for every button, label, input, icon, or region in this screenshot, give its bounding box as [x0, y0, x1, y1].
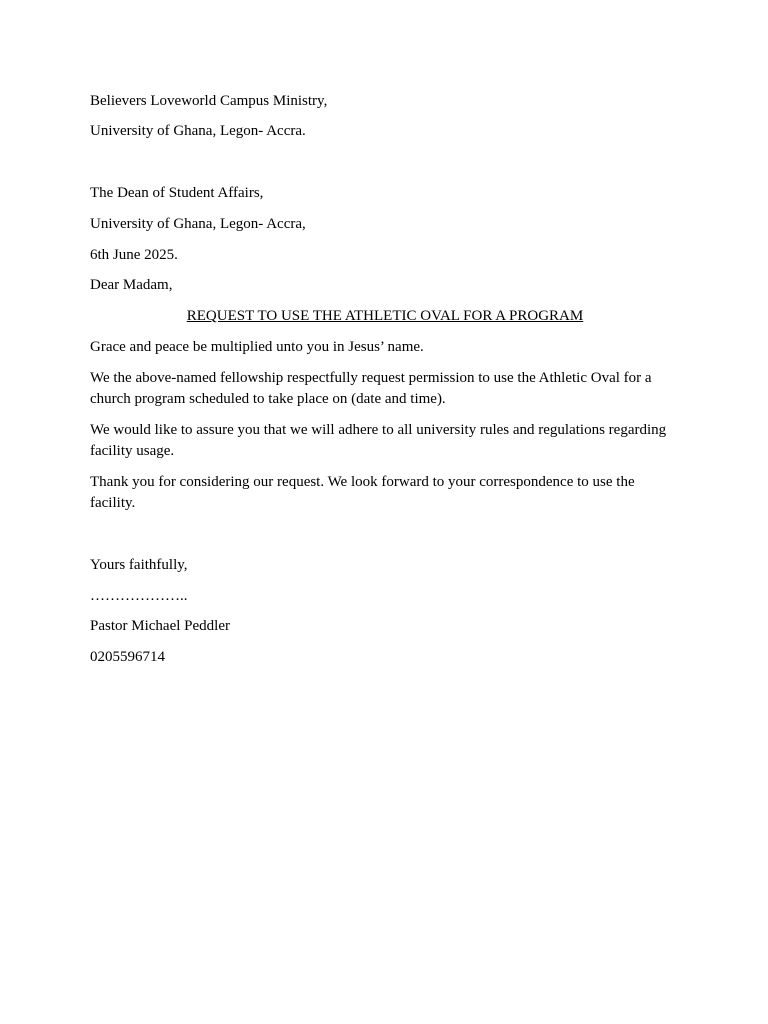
closing: Yours faithfully, [90, 557, 188, 573]
salutation: Dear Madam, [90, 277, 173, 293]
body-paragraph-assurance: We would like to assure you that we will adhere to all university rules and regulations regarding facility usage. [90, 422, 667, 459]
sender-address: University of Ghana, Legon- Accra. [90, 123, 306, 139]
letter-body [90, 91, 680, 668]
signer-phone: 0205596714 [90, 649, 165, 665]
signer-name: Pastor Michael Peddler [90, 618, 230, 634]
letter-date: 6th June 2025. [90, 247, 178, 263]
recipient-address: University of Ghana, Legon- Accra, [90, 216, 306, 232]
body-paragraph-request: We the above-named fellowship respectfully request permission to use the Athletic Oval for a church program scheduled to take place on (date and time). [90, 370, 652, 407]
body-paragraph-greeting: Grace and peace be multiplied unto you in Jesus’ name. [90, 339, 424, 355]
recipient-title: The Dean of Student Affairs, [90, 185, 264, 201]
letter-subject: REQUEST TO USE THE ATHLETIC OVAL FOR A PROGRAM [186, 308, 584, 324]
signature-line: ……………….. [90, 588, 188, 604]
body-paragraph-thanks: Thank you for considering our request. We look forward to your correspondence to use the facility. [90, 474, 635, 511]
sender-name: Believers Loveworld Campus Ministry, [90, 93, 328, 109]
